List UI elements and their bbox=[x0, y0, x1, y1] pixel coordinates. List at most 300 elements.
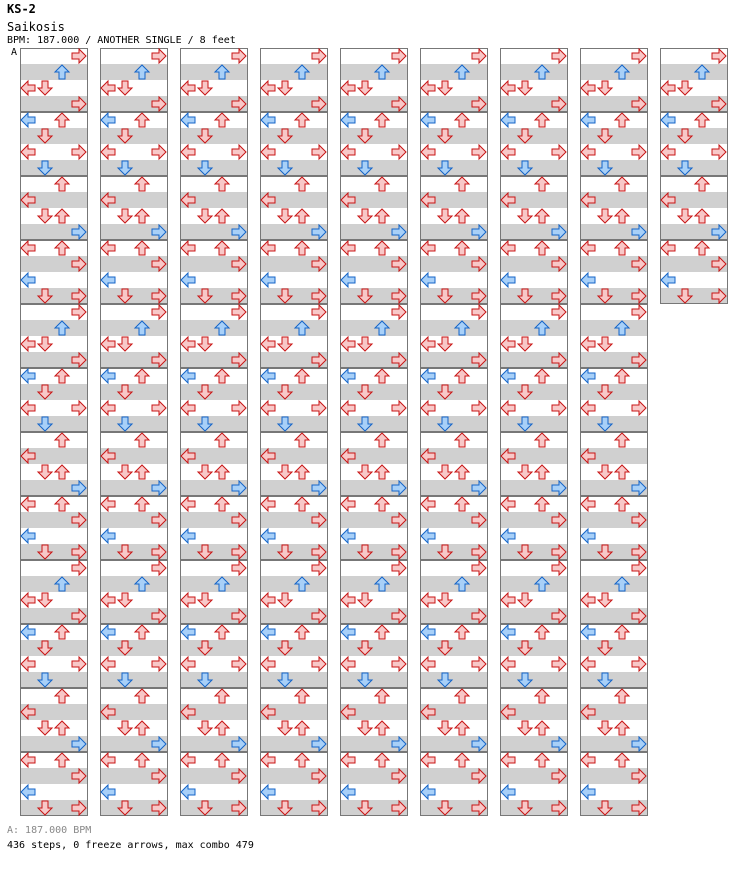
beat-band bbox=[580, 64, 648, 80]
left-arrow-icon bbox=[21, 369, 35, 383]
up-arrow-icon bbox=[135, 241, 149, 255]
left-arrow-icon bbox=[21, 401, 35, 415]
left-arrow-icon bbox=[581, 273, 595, 287]
down-arrow-icon bbox=[118, 465, 132, 479]
left-arrow-icon bbox=[261, 497, 275, 511]
up-arrow-icon bbox=[295, 177, 309, 191]
down-arrow-icon bbox=[198, 81, 212, 95]
left-arrow-icon bbox=[21, 625, 35, 639]
left-arrow-icon bbox=[261, 369, 275, 383]
left-arrow-icon bbox=[101, 497, 115, 511]
right-arrow-icon bbox=[72, 401, 86, 415]
left-arrow-icon bbox=[501, 145, 515, 159]
down-arrow-icon bbox=[38, 721, 52, 735]
right-arrow-icon bbox=[472, 49, 486, 63]
left-arrow-icon bbox=[661, 241, 675, 255]
left-arrow-icon bbox=[261, 593, 275, 607]
left-arrow-icon bbox=[341, 113, 355, 127]
up-arrow-icon bbox=[375, 177, 389, 191]
up-arrow-icon bbox=[455, 625, 469, 639]
up-arrow-icon bbox=[535, 113, 549, 127]
left-arrow-icon bbox=[181, 241, 195, 255]
up-arrow-icon bbox=[375, 241, 389, 255]
up-arrow-icon bbox=[455, 433, 469, 447]
left-arrow-icon bbox=[261, 113, 275, 127]
up-arrow-icon bbox=[215, 465, 229, 479]
left-arrow-icon bbox=[421, 113, 435, 127]
beat-band bbox=[260, 640, 328, 656]
left-arrow-icon bbox=[421, 273, 435, 287]
beat-band bbox=[340, 576, 408, 592]
left-arrow-icon bbox=[21, 657, 35, 671]
up-arrow-icon bbox=[215, 689, 229, 703]
up-arrow-icon bbox=[695, 209, 709, 223]
beat-band bbox=[180, 416, 248, 432]
right-arrow-icon bbox=[632, 657, 646, 671]
right-arrow-icon bbox=[72, 657, 86, 671]
down-arrow-icon bbox=[38, 209, 52, 223]
beat-band bbox=[340, 384, 408, 400]
down-arrow-icon bbox=[118, 81, 132, 95]
left-arrow-icon bbox=[581, 785, 595, 799]
down-arrow-icon bbox=[358, 465, 372, 479]
down-arrow-icon bbox=[198, 465, 212, 479]
beat-band bbox=[340, 128, 408, 144]
beat-band bbox=[500, 672, 568, 688]
difficulty-code: KS-2 bbox=[7, 2, 36, 16]
left-arrow-icon bbox=[261, 145, 275, 159]
beat-band bbox=[180, 672, 248, 688]
down-arrow-icon bbox=[598, 593, 612, 607]
beat-band bbox=[20, 384, 88, 400]
up-arrow-icon bbox=[455, 689, 469, 703]
right-arrow-icon bbox=[232, 145, 246, 159]
up-arrow-icon bbox=[55, 177, 69, 191]
left-arrow-icon bbox=[261, 753, 275, 767]
left-arrow-icon bbox=[101, 145, 115, 159]
up-arrow-icon bbox=[295, 113, 309, 127]
up-arrow-icon bbox=[455, 721, 469, 735]
up-arrow-icon bbox=[55, 689, 69, 703]
beat-band bbox=[500, 640, 568, 656]
up-arrow-icon bbox=[135, 369, 149, 383]
left-arrow-icon bbox=[501, 497, 515, 511]
beat-band bbox=[260, 128, 328, 144]
left-arrow-icon bbox=[501, 337, 515, 351]
up-arrow-icon bbox=[295, 241, 309, 255]
right-arrow-icon bbox=[552, 145, 566, 159]
up-arrow-icon bbox=[535, 209, 549, 223]
left-arrow-icon bbox=[421, 401, 435, 415]
beat-band bbox=[420, 576, 488, 592]
right-arrow-icon bbox=[632, 561, 646, 575]
beat-band bbox=[260, 160, 328, 176]
up-arrow-icon bbox=[375, 721, 389, 735]
left-arrow-icon bbox=[101, 785, 115, 799]
left-arrow-icon bbox=[501, 81, 515, 95]
down-arrow-icon bbox=[678, 81, 692, 95]
left-arrow-icon bbox=[341, 753, 355, 767]
right-arrow-icon bbox=[472, 561, 486, 575]
beat-band bbox=[340, 416, 408, 432]
up-arrow-icon bbox=[55, 465, 69, 479]
down-arrow-icon bbox=[598, 209, 612, 223]
right-arrow-icon bbox=[72, 49, 86, 63]
up-arrow-icon bbox=[375, 369, 389, 383]
up-arrow-icon bbox=[375, 689, 389, 703]
down-arrow-icon bbox=[438, 593, 452, 607]
beat-band bbox=[20, 320, 88, 336]
up-arrow-icon bbox=[215, 241, 229, 255]
up-arrow-icon bbox=[535, 241, 549, 255]
left-arrow-icon bbox=[341, 529, 355, 543]
up-arrow-icon bbox=[615, 177, 629, 191]
up-arrow-icon bbox=[295, 369, 309, 383]
left-arrow-icon bbox=[421, 593, 435, 607]
up-arrow-icon bbox=[295, 689, 309, 703]
left-arrow-icon bbox=[421, 497, 435, 511]
up-arrow-icon bbox=[55, 721, 69, 735]
left-arrow-icon bbox=[421, 529, 435, 543]
up-arrow-icon bbox=[455, 497, 469, 511]
beat-band bbox=[660, 64, 728, 80]
beat-band bbox=[260, 672, 328, 688]
left-arrow-icon bbox=[661, 273, 675, 287]
right-arrow-icon bbox=[552, 305, 566, 319]
left-arrow-icon bbox=[341, 785, 355, 799]
left-arrow-icon bbox=[341, 625, 355, 639]
left-arrow-icon bbox=[581, 401, 595, 415]
up-arrow-icon bbox=[455, 113, 469, 127]
left-arrow-icon bbox=[261, 401, 275, 415]
beat-band bbox=[100, 416, 168, 432]
left-arrow-icon bbox=[21, 785, 35, 799]
right-arrow-icon bbox=[392, 561, 406, 575]
up-arrow-icon bbox=[135, 209, 149, 223]
left-arrow-icon bbox=[421, 785, 435, 799]
up-arrow-icon bbox=[615, 465, 629, 479]
up-arrow-icon bbox=[55, 625, 69, 639]
left-arrow-icon bbox=[341, 593, 355, 607]
left-arrow-icon bbox=[421, 241, 435, 255]
down-arrow-icon bbox=[278, 593, 292, 607]
up-arrow-icon bbox=[455, 177, 469, 191]
left-arrow-icon bbox=[181, 369, 195, 383]
down-arrow-icon bbox=[198, 593, 212, 607]
chart-stats: 436 steps, 0 freeze arrows, max combo 479 bbox=[7, 840, 254, 851]
left-arrow-icon bbox=[661, 81, 675, 95]
up-arrow-icon bbox=[375, 465, 389, 479]
left-arrow-icon bbox=[341, 369, 355, 383]
down-arrow-icon bbox=[358, 209, 372, 223]
right-arrow-icon bbox=[152, 561, 166, 575]
down-arrow-icon bbox=[278, 209, 292, 223]
beat-band bbox=[20, 64, 88, 80]
right-arrow-icon bbox=[552, 657, 566, 671]
down-arrow-icon bbox=[598, 337, 612, 351]
down-arrow-icon bbox=[438, 209, 452, 223]
down-arrow-icon bbox=[438, 721, 452, 735]
left-arrow-icon bbox=[181, 753, 195, 767]
left-arrow-icon bbox=[341, 337, 355, 351]
right-arrow-icon bbox=[232, 657, 246, 671]
left-arrow-icon bbox=[261, 273, 275, 287]
left-arrow-icon bbox=[581, 81, 595, 95]
up-arrow-icon bbox=[615, 113, 629, 127]
right-arrow-icon bbox=[312, 145, 326, 159]
beat-band bbox=[580, 640, 648, 656]
down-arrow-icon bbox=[198, 209, 212, 223]
left-arrow-icon bbox=[421, 625, 435, 639]
down-arrow-icon bbox=[678, 209, 692, 223]
right-arrow-icon bbox=[712, 145, 726, 159]
beat-band bbox=[420, 384, 488, 400]
right-arrow-icon bbox=[312, 561, 326, 575]
beat-band bbox=[580, 320, 648, 336]
left-arrow-icon bbox=[181, 145, 195, 159]
up-arrow-icon bbox=[615, 721, 629, 735]
left-arrow-icon bbox=[21, 273, 35, 287]
left-arrow-icon bbox=[101, 337, 115, 351]
left-arrow-icon bbox=[341, 145, 355, 159]
right-arrow-icon bbox=[312, 657, 326, 671]
up-arrow-icon bbox=[535, 177, 549, 191]
right-arrow-icon bbox=[472, 305, 486, 319]
right-arrow-icon bbox=[232, 561, 246, 575]
up-arrow-icon bbox=[295, 433, 309, 447]
down-arrow-icon bbox=[198, 721, 212, 735]
beat-band bbox=[260, 576, 328, 592]
left-arrow-icon bbox=[341, 497, 355, 511]
beat-band bbox=[500, 576, 568, 592]
right-arrow-icon bbox=[232, 305, 246, 319]
right-arrow-icon bbox=[232, 49, 246, 63]
down-arrow-icon bbox=[438, 81, 452, 95]
left-arrow-icon bbox=[341, 81, 355, 95]
beat-band bbox=[420, 64, 488, 80]
right-arrow-icon bbox=[152, 145, 166, 159]
up-arrow-icon bbox=[215, 497, 229, 511]
up-arrow-icon bbox=[695, 113, 709, 127]
up-arrow-icon bbox=[135, 465, 149, 479]
bpm-line: A: 187.000 BPM bbox=[7, 825, 92, 836]
left-arrow-icon bbox=[21, 593, 35, 607]
up-arrow-icon bbox=[55, 209, 69, 223]
left-arrow-icon bbox=[181, 337, 195, 351]
left-arrow-icon bbox=[261, 337, 275, 351]
down-arrow-icon bbox=[358, 721, 372, 735]
right-arrow-icon bbox=[392, 305, 406, 319]
left-arrow-icon bbox=[21, 81, 35, 95]
left-arrow-icon bbox=[181, 113, 195, 127]
down-arrow-icon bbox=[38, 465, 52, 479]
left-arrow-icon bbox=[501, 625, 515, 639]
left-arrow-icon bbox=[421, 369, 435, 383]
down-arrow-icon bbox=[598, 465, 612, 479]
up-arrow-icon bbox=[135, 177, 149, 191]
up-arrow-icon bbox=[535, 497, 549, 511]
left-arrow-icon bbox=[101, 241, 115, 255]
down-arrow-icon bbox=[38, 81, 52, 95]
beat-band bbox=[100, 160, 168, 176]
beat-band bbox=[180, 576, 248, 592]
down-arrow-icon bbox=[358, 593, 372, 607]
right-arrow-icon bbox=[312, 305, 326, 319]
beat-band bbox=[100, 64, 168, 80]
up-arrow-icon bbox=[55, 113, 69, 127]
up-arrow-icon bbox=[615, 433, 629, 447]
left-arrow-icon bbox=[581, 113, 595, 127]
left-arrow-icon bbox=[581, 625, 595, 639]
left-arrow-icon bbox=[261, 529, 275, 543]
up-arrow-icon bbox=[615, 689, 629, 703]
left-arrow-icon bbox=[421, 337, 435, 351]
song-title: Saikosis bbox=[7, 20, 65, 34]
beat-band bbox=[580, 384, 648, 400]
up-arrow-icon bbox=[215, 753, 229, 767]
down-arrow-icon bbox=[518, 593, 532, 607]
beat-band bbox=[580, 672, 648, 688]
up-arrow-icon bbox=[535, 689, 549, 703]
beat-band bbox=[420, 128, 488, 144]
left-arrow-icon bbox=[181, 497, 195, 511]
up-arrow-icon bbox=[615, 241, 629, 255]
left-arrow-icon bbox=[421, 145, 435, 159]
beat-band bbox=[580, 576, 648, 592]
up-arrow-icon bbox=[535, 625, 549, 639]
right-arrow-icon bbox=[392, 49, 406, 63]
left-arrow-icon bbox=[101, 369, 115, 383]
left-arrow-icon bbox=[181, 593, 195, 607]
up-arrow-icon bbox=[215, 177, 229, 191]
left-arrow-icon bbox=[501, 753, 515, 767]
left-arrow-icon bbox=[501, 593, 515, 607]
left-arrow-icon bbox=[181, 81, 195, 95]
up-arrow-icon bbox=[615, 625, 629, 639]
left-arrow-icon bbox=[341, 273, 355, 287]
up-arrow-icon bbox=[215, 433, 229, 447]
up-arrow-icon bbox=[375, 433, 389, 447]
left-arrow-icon bbox=[501, 657, 515, 671]
down-arrow-icon bbox=[518, 721, 532, 735]
right-arrow-icon bbox=[472, 401, 486, 415]
up-arrow-icon bbox=[135, 689, 149, 703]
left-arrow-icon bbox=[581, 657, 595, 671]
right-arrow-icon bbox=[152, 657, 166, 671]
left-arrow-icon bbox=[501, 529, 515, 543]
down-arrow-icon bbox=[358, 337, 372, 351]
right-arrow-icon bbox=[392, 401, 406, 415]
down-arrow-icon bbox=[38, 593, 52, 607]
up-arrow-icon bbox=[215, 721, 229, 735]
left-arrow-icon bbox=[581, 593, 595, 607]
right-arrow-icon bbox=[472, 145, 486, 159]
left-arrow-icon bbox=[501, 113, 515, 127]
up-arrow-icon bbox=[135, 753, 149, 767]
down-arrow-icon bbox=[278, 337, 292, 351]
up-arrow-icon bbox=[295, 753, 309, 767]
up-arrow-icon bbox=[375, 625, 389, 639]
right-arrow-icon bbox=[312, 401, 326, 415]
beat-band bbox=[260, 320, 328, 336]
up-arrow-icon bbox=[55, 433, 69, 447]
down-arrow-icon bbox=[438, 337, 452, 351]
up-arrow-icon bbox=[375, 209, 389, 223]
down-arrow-icon bbox=[278, 81, 292, 95]
left-arrow-icon bbox=[101, 81, 115, 95]
beat-band bbox=[20, 128, 88, 144]
left-arrow-icon bbox=[421, 81, 435, 95]
right-arrow-icon bbox=[632, 49, 646, 63]
beat-band bbox=[580, 128, 648, 144]
left-arrow-icon bbox=[101, 401, 115, 415]
beat-band bbox=[340, 672, 408, 688]
down-arrow-icon bbox=[518, 465, 532, 479]
beat-band bbox=[20, 640, 88, 656]
left-arrow-icon bbox=[581, 497, 595, 511]
left-arrow-icon bbox=[21, 529, 35, 543]
up-arrow-icon bbox=[615, 209, 629, 223]
beat-band bbox=[100, 640, 168, 656]
right-arrow-icon bbox=[312, 49, 326, 63]
left-arrow-icon bbox=[181, 625, 195, 639]
up-arrow-icon bbox=[295, 209, 309, 223]
beat-band bbox=[20, 672, 88, 688]
left-arrow-icon bbox=[101, 753, 115, 767]
up-arrow-icon bbox=[295, 497, 309, 511]
left-arrow-icon bbox=[101, 625, 115, 639]
up-arrow-icon bbox=[535, 369, 549, 383]
right-arrow-icon bbox=[552, 561, 566, 575]
beat-band bbox=[420, 320, 488, 336]
left-arrow-icon bbox=[501, 241, 515, 255]
right-arrow-icon bbox=[152, 401, 166, 415]
down-arrow-icon bbox=[598, 81, 612, 95]
right-arrow-icon bbox=[72, 305, 86, 319]
beat-band bbox=[180, 160, 248, 176]
left-arrow-icon bbox=[581, 529, 595, 543]
up-arrow-icon bbox=[535, 465, 549, 479]
right-arrow-icon bbox=[72, 561, 86, 575]
up-arrow-icon bbox=[135, 113, 149, 127]
left-arrow-icon bbox=[581, 369, 595, 383]
beat-band bbox=[500, 416, 568, 432]
left-arrow-icon bbox=[101, 657, 115, 671]
right-arrow-icon bbox=[472, 657, 486, 671]
left-arrow-icon bbox=[661, 113, 675, 127]
up-arrow-icon bbox=[375, 753, 389, 767]
left-arrow-icon bbox=[21, 241, 35, 255]
left-arrow-icon bbox=[101, 273, 115, 287]
beat-band bbox=[100, 128, 168, 144]
up-arrow-icon bbox=[55, 753, 69, 767]
left-arrow-icon bbox=[21, 145, 35, 159]
beat-band bbox=[660, 160, 728, 176]
up-arrow-icon bbox=[215, 113, 229, 127]
left-arrow-icon bbox=[181, 785, 195, 799]
left-arrow-icon bbox=[181, 273, 195, 287]
right-arrow-icon bbox=[632, 305, 646, 319]
beat-band bbox=[100, 672, 168, 688]
down-arrow-icon bbox=[518, 209, 532, 223]
left-arrow-icon bbox=[581, 337, 595, 351]
left-arrow-icon bbox=[661, 145, 675, 159]
down-arrow-icon bbox=[198, 337, 212, 351]
beat-band bbox=[180, 320, 248, 336]
up-arrow-icon bbox=[615, 369, 629, 383]
beat-band bbox=[20, 576, 88, 592]
right-arrow-icon bbox=[552, 49, 566, 63]
